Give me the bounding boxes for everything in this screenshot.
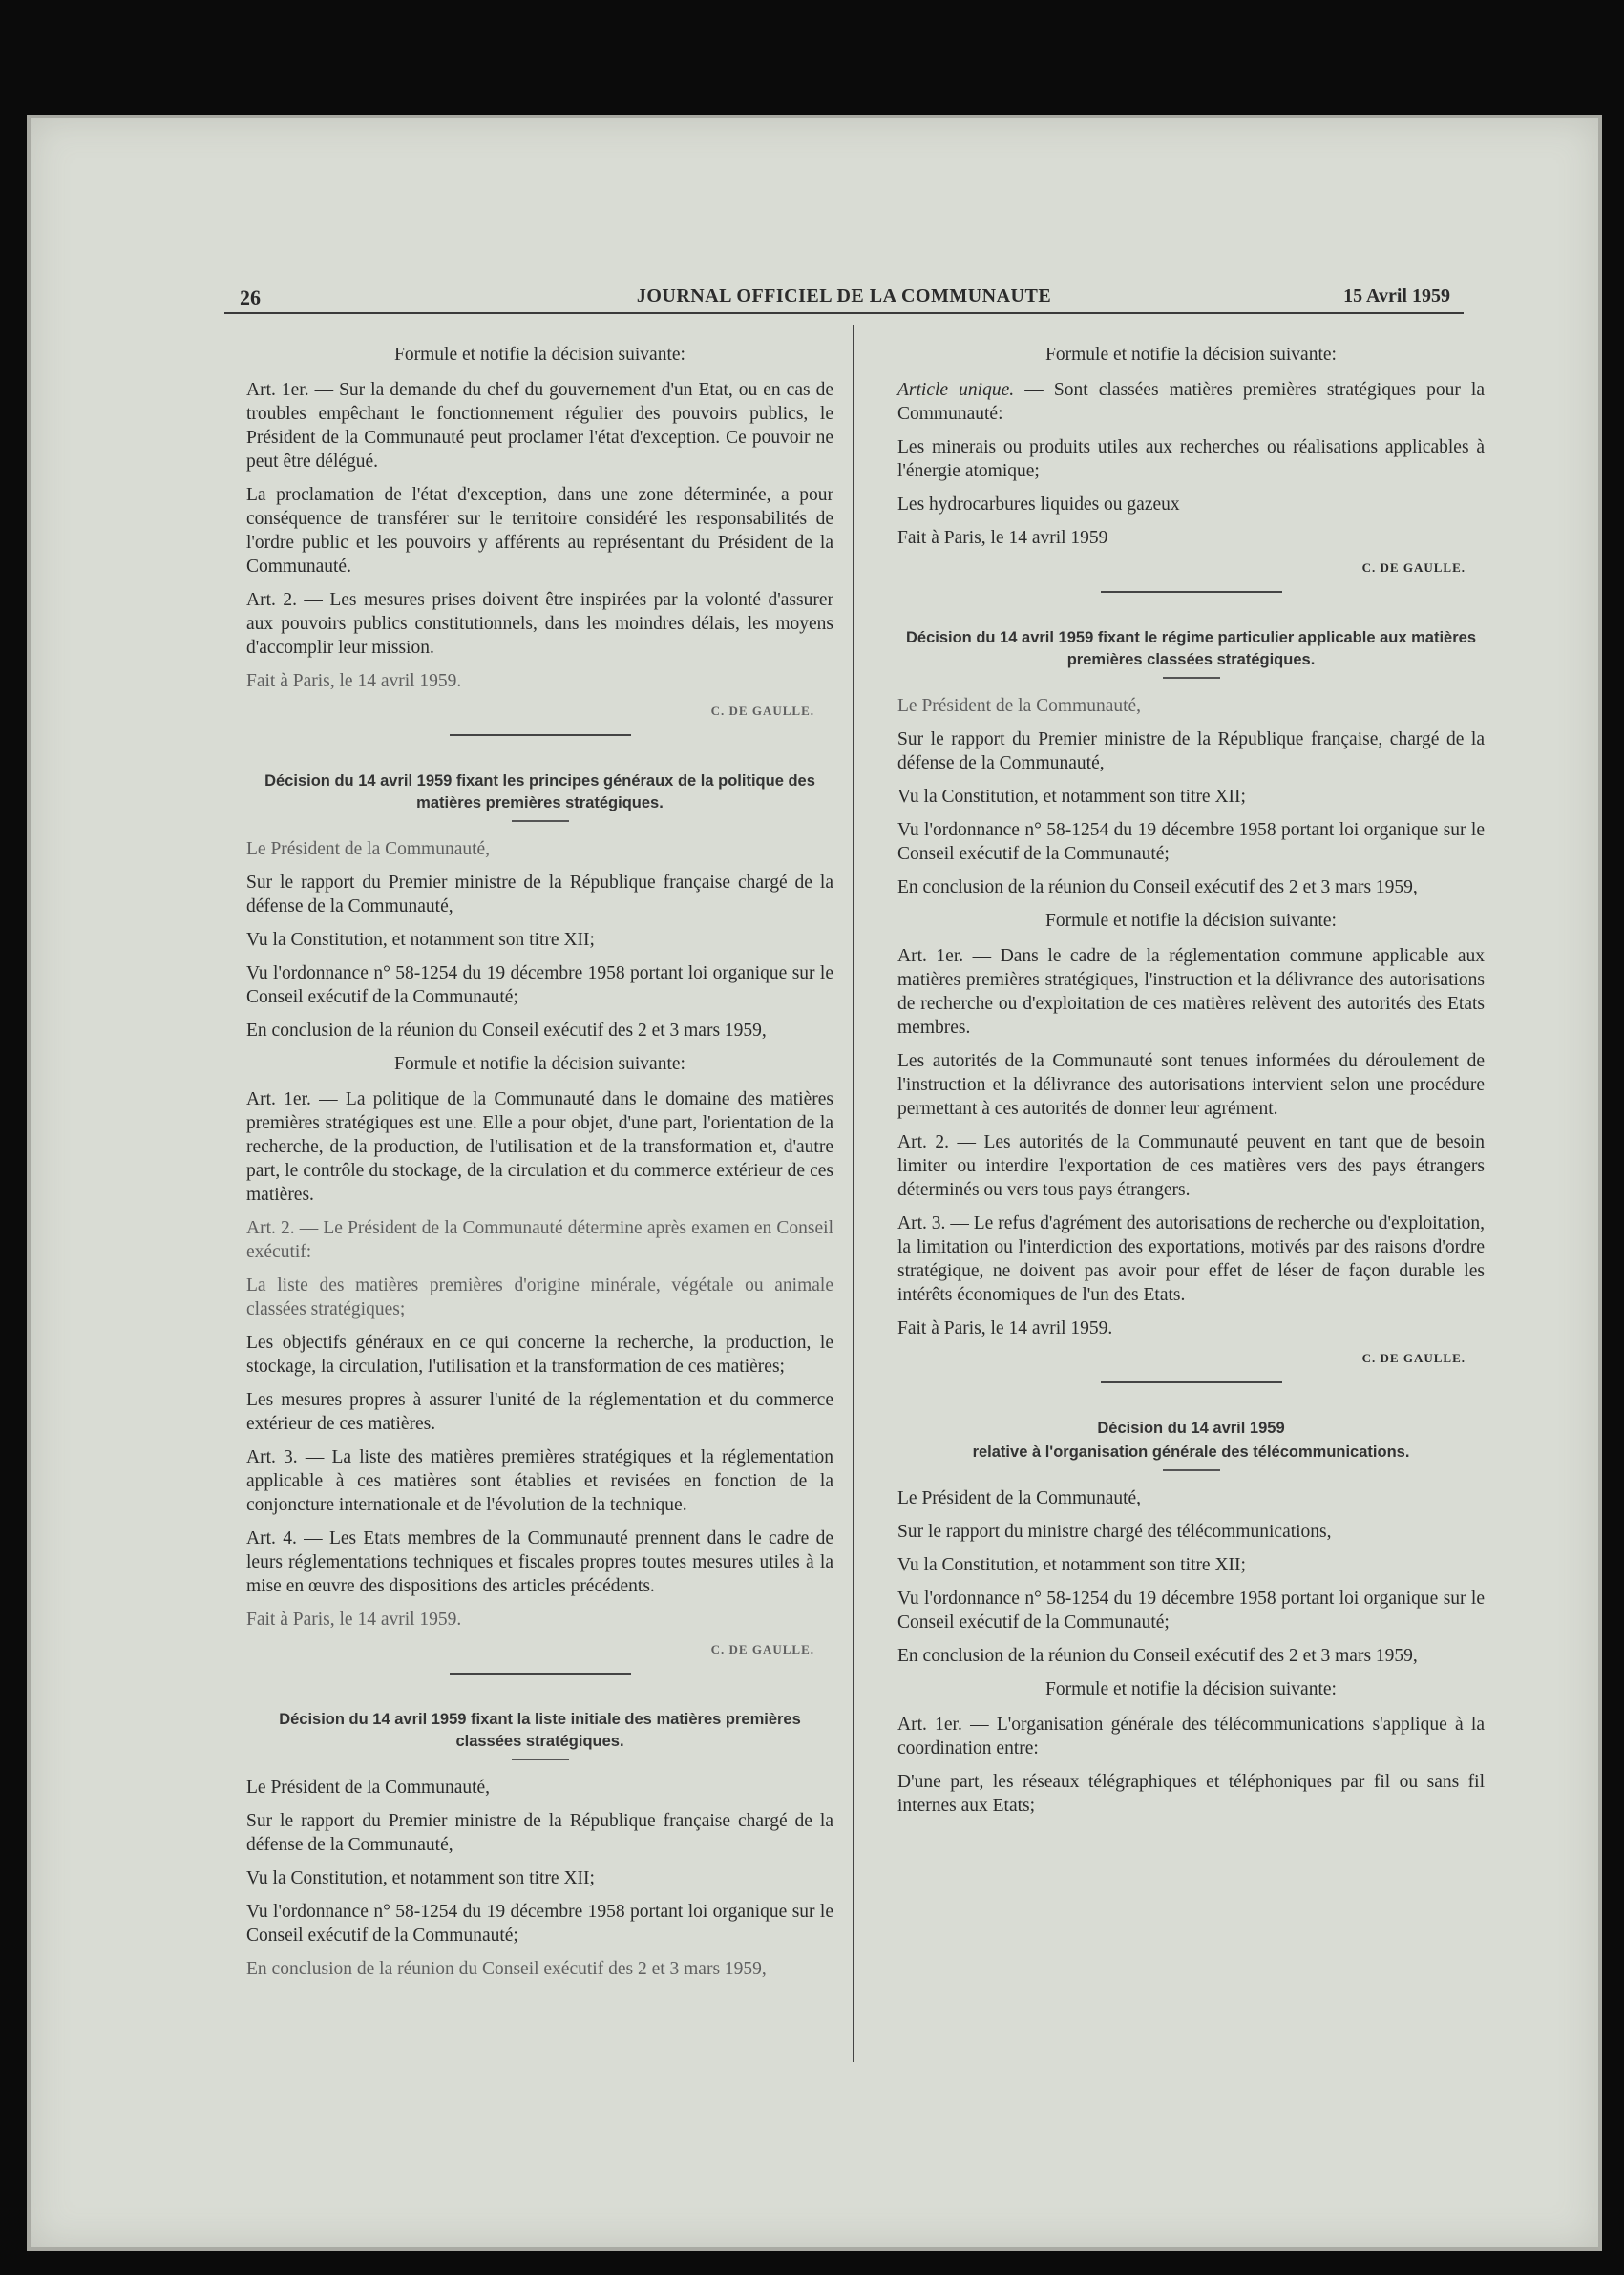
list-item: D'une part, les réseaux télégraphiques et téléphoniques par fil ou sans fil internes aux Etats; xyxy=(897,1772,1485,1816)
rapport-line: Sur le rapport du Premier ministre de la République française chargé de la défense de la Communauté, xyxy=(246,873,833,916)
vu-constitution: Vu la Constitution, et notamment son titre XII; xyxy=(246,1868,595,1888)
separator xyxy=(1101,1381,1282,1383)
vu-constitution: Vu la Constitution, et notamment son titre XII; xyxy=(897,1555,1246,1575)
president-line: Le Président de la Communauté, xyxy=(897,696,1142,716)
list-item: Les hydrocarbures liquides ou gazeux xyxy=(897,495,1180,515)
article-label: Article unique. xyxy=(897,380,1015,400)
vu-ordonnance: Vu l'ordonnance n° 58-1254 du 19 décembre 1958 portant loi organique sur le Conseil exécutif de la Communauté; xyxy=(897,820,1485,864)
article-2: Art. 2. — Les autorités de la Communauté peuvent en tant que de besoin limiter ou interdire l'exportation de ces matières vers des pays étrangers déterminés ou vers tous pays étrangers. xyxy=(897,1132,1485,1200)
paragraph: Les autorités de la Communauté sont tenues informées du déroulement de l'instruction et la délivrance des autorisations intervient selon une procédure permettant à ces autorités de donner leur agrément. xyxy=(897,1051,1485,1119)
page-number: 26 xyxy=(240,285,261,309)
paragraph: La proclamation de l'état d'exception, dans une zone déterminée, a pour conséquence de transférer sur le territoire considéré les responsabilités de l'ordre public et les pouvoirs y afférents au représentant du Président de la Communauté. xyxy=(246,485,833,577)
president-line: Le Président de la Communauté, xyxy=(897,1488,1142,1508)
article-4: Art. 4. — Les Etats membres de la Communauté prennent dans le cadre de leurs réglementations techniques et fiscales propres toutes mesures utiles à la mise en œuvre des dispositions des articles précédents. xyxy=(246,1528,833,1596)
vu-ordonnance: Vu l'ordonnance n° 58-1254 du 19 décembre 1958 portant loi organique sur le Conseil exécutif de la Communauté; xyxy=(897,1589,1485,1633)
separator xyxy=(450,1673,631,1675)
signature: C. DE GAULLE. xyxy=(1361,1351,1466,1365)
separator xyxy=(1101,591,1282,593)
decision-title: Décision du 14 avril 1959 fixant le régime particulier applicable aux matières premières classées stratégiques. xyxy=(905,629,1476,668)
article-2: Art. 2. — Le Président de la Communauté détermine après examen en Conseil exécutif: xyxy=(246,1218,833,1262)
vu-constitution: Vu la Constitution, et notamment son titre XII; xyxy=(246,930,595,950)
formule-line: Formule et notifie la décision suivante: xyxy=(1045,345,1337,365)
article-1 xyxy=(246,378,833,474)
fait-a-paris: Fait à Paris, le 14 avril 1959. xyxy=(246,1610,462,1630)
article-2: Art. 2. — Les mesures prises doivent être inspirées par la volonté d'assurer aux pouvoirs publics constitutionnels, dans les moindres délais, les moyens d'accomplir leur mission. xyxy=(246,590,833,658)
short-separator xyxy=(1163,1469,1220,1471)
article-unique xyxy=(897,378,1485,426)
article-text: — Sur la demande du chef du gouvernement d'un Etat, ou en cas de troubles empêchant le fonctionnement régulier des pouvoirs publics, le Président de la Communauté peut proclamer l'état d'exception. Ce pouvoir ne peut être délégué. xyxy=(246,380,833,472)
list-item: Les objectifs généraux en ce qui concerne la recherche, la production, le stockage, la circulation, l'utilisation et la transformation de ces matières; xyxy=(246,1333,833,1377)
formule-line: Formule et notifie la décision suivante: xyxy=(1045,911,1337,931)
president-line: Le Président de la Communauté, xyxy=(246,839,491,859)
article-1: Art. 1er. — L'organisation générale des télécommunications s'applique à la coordination entre: xyxy=(897,1715,1485,1759)
signature: C. DE GAULLE. xyxy=(710,1642,814,1656)
formule-line: Formule et notifie la décision suivante: xyxy=(1045,1679,1337,1699)
article-text: — Sont classées matières premières stratégiques pour la Communauté: xyxy=(897,380,1486,424)
vu-constitution: Vu la Constitution, et notamment son titre XII; xyxy=(897,787,1246,807)
fait-a-paris: Fait à Paris, le 14 avril 1959. xyxy=(897,1318,1113,1338)
conclusion-line: En conclusion de la réunion du Conseil exécutif des 2 et 3 mars 1959, xyxy=(897,877,1418,897)
short-separator xyxy=(512,1759,569,1760)
decision-title: Décision du 14 avril 1959 fixant les principes généraux de la politique des matières premières stratégiques. xyxy=(264,772,815,811)
vu-ordonnance: Vu l'ordonnance n° 58-1254 du 19 décembre 1958 portant loi organique sur le Conseil exécutif de la Communauté; xyxy=(246,1902,833,1946)
article-label: Art. 1er. xyxy=(246,380,309,400)
conclusion-line: En conclusion de la réunion du Conseil exécutif des 2 et 3 mars 1959, xyxy=(897,1646,1418,1666)
fait-a-paris: Fait à Paris, le 14 avril 1959. xyxy=(246,671,462,691)
conclusion-line: En conclusion de la réunion du Conseil exécutif des 2 et 3 mars 1959, xyxy=(246,1959,767,1979)
rapport-line: Sur le rapport du Premier ministre de la République française, chargé de la défense de la Communauté, xyxy=(897,729,1485,773)
issue-date: 15 Avril 1959 xyxy=(1343,285,1450,306)
list-item: Les minerais ou produits utiles aux recherches ou réalisations applicables à l'énergie atomique; xyxy=(897,437,1485,481)
conclusion-line: En conclusion de la réunion du Conseil exécutif des 2 et 3 mars 1959, xyxy=(246,1021,767,1041)
article-3: Art. 3. — La liste des matières premières stratégiques et la réglementation applicable à ces matières sont établies et revisées en fonction de la conjoncture internationale et de l'évolution de la technique. xyxy=(246,1447,833,1515)
formule-line: Formule et notifie la décision suivante: xyxy=(394,1054,685,1074)
decision-title: Décision du 14 avril 1959 fixant la liste initiale des matières premières classées stratégiques. xyxy=(279,1711,801,1750)
signature: C. DE GAULLE. xyxy=(1361,560,1466,575)
article-3: Art. 3. — Le refus d'agrément des autorisations de recherche ou d'exploitation, la limitation ou l'interdiction des exportations, motivés par des raisons d'ordre stratégique, ne doivent pas avoir pour effet de léser de façon durable les intérêts économiques de l'un des Etats. xyxy=(897,1213,1485,1305)
separator xyxy=(450,734,631,736)
president-line: Le Président de la Communauté, xyxy=(246,1778,491,1798)
column-divider xyxy=(853,325,854,2062)
article-1: Art. 1er. — La politique de la Communauté dans le domaine des matières premières stratégiques est une. Elle a pour objet, d'une part, l'orientation de la recherche, de la production, de l'utilisation et de la transformation et, d'autre part, le contrôle du stockage, de la circulation et du commerce extérieur de ces matières. xyxy=(246,1089,833,1205)
rapport-line: Sur le rapport du Premier ministre de la République française chargé de la défense de la Communauté, xyxy=(246,1811,833,1855)
short-separator xyxy=(512,820,569,822)
rapport-line: Sur le rapport du ministre chargé des télécommunications, xyxy=(897,1522,1332,1542)
right-column xyxy=(897,339,1485,1827)
journal-title: JOURNAL OFFICIEL DE LA COMMUNAUTE xyxy=(636,285,1052,306)
formule-line: Formule et notifie la décision suivante: xyxy=(394,345,685,365)
article-1: Art. 1er. — Dans le cadre de la réglementation commune applicable aux matières premières stratégiques, l'instruction et la délivrance des autorisations de recherche ou d'exploitation de ces matières relèvent des autorités des Etats membres. xyxy=(897,946,1485,1038)
list-item: La liste des matières premières d'origine minérale, végétale ou animale classées stratégiques; xyxy=(246,1275,833,1319)
vu-ordonnance: Vu l'ordonnance n° 58-1254 du 19 décembre 1958 portant loi organique sur le Conseil exécutif de la Communauté; xyxy=(246,963,833,1007)
decision-title: Décision du 14 avril 1959 xyxy=(1097,1420,1285,1437)
page-header xyxy=(224,280,1464,314)
left-column xyxy=(246,339,833,1991)
signature: C. DE GAULLE. xyxy=(710,704,814,718)
short-separator xyxy=(1163,677,1220,679)
list-item: Les mesures propres à assurer l'unité de la réglementation et du commerce extérieur de ces matières. xyxy=(246,1390,833,1434)
decision-subtitle: relative à l'organisation générale des télécommunications. xyxy=(972,1443,1410,1461)
fait-a-paris: Fait à Paris, le 14 avril 1959 xyxy=(897,528,1108,548)
